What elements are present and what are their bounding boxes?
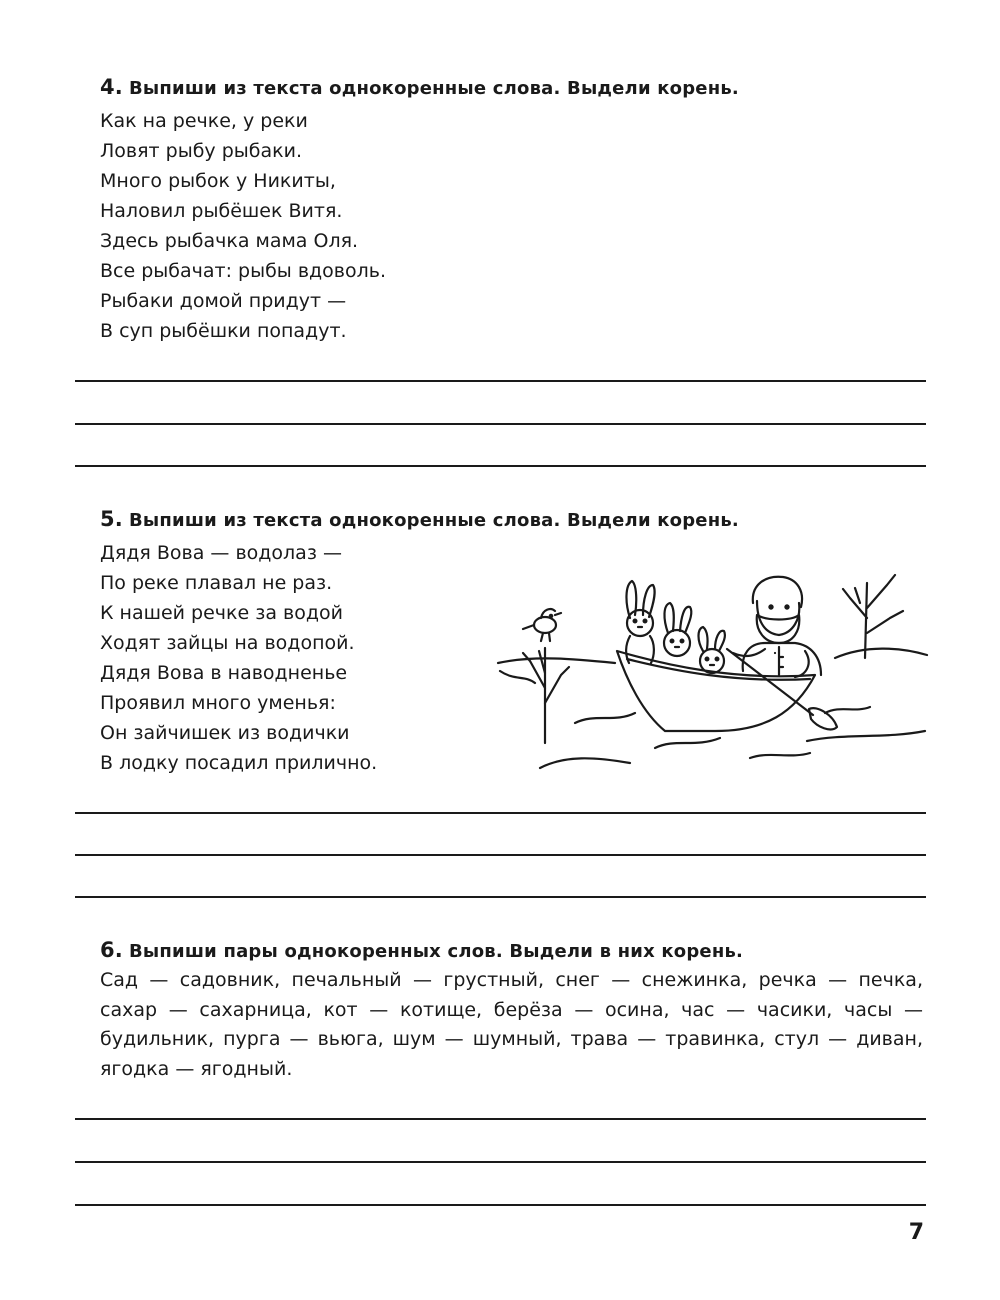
answer-line[interactable] — [75, 1161, 926, 1163]
poem-line: Много рыбок у Никиты, — [100, 170, 336, 192]
answer-line[interactable] — [75, 423, 926, 425]
beard — [757, 615, 800, 643]
bird — [534, 617, 556, 633]
hair — [753, 577, 802, 607]
page-number: 7 — [908, 1220, 924, 1245]
poem-line: Здесь рыбачка мама Оля. — [100, 230, 359, 252]
task-5-poem — [100, 538, 377, 778]
ground-line — [540, 758, 630, 768]
answer-line[interactable] — [75, 896, 926, 898]
task-6-instruction: Выпиши пары однокоренных слов. Выдели в них корень. — [129, 941, 744, 962]
poem-line: Дядя Вова в наводненье — [100, 662, 348, 684]
right-ground-line — [807, 731, 925, 741]
riverbank-line — [498, 658, 615, 663]
poem-line: Он зайчишек из водички — [100, 722, 350, 744]
poem-line: Ходят зайцы на водопой. — [100, 632, 355, 654]
bunny-3 — [699, 627, 725, 673]
answer-line[interactable] — [75, 854, 926, 856]
task-6-number: 6. — [100, 938, 123, 962]
boat-illustration-icon — [495, 563, 930, 773]
poem-line: В лодку посадил прилично. — [100, 752, 378, 774]
task-5-title — [100, 507, 739, 531]
task-4-instruction: Выпиши из текста однокоренные слова. Выдели корень. — [129, 78, 739, 99]
answer-line[interactable] — [75, 380, 926, 382]
poem-line: Как на речке, у реки — [100, 110, 308, 132]
task-4-number: 4. — [100, 75, 123, 99]
task-6-title — [100, 938, 743, 962]
task-4-title — [100, 75, 739, 99]
oar-blade — [809, 708, 837, 729]
poem-line: Наловил рыбёшек Витя. — [100, 200, 343, 222]
poem-line: В суп рыбёшки попадут. — [100, 320, 347, 342]
bunny-1 — [626, 581, 655, 663]
poem-line: Ловят рыбу рыбаки. — [100, 140, 302, 162]
poem-line: Все рыбачат: рыбы вдоволь. — [100, 260, 386, 282]
bearded-man — [733, 577, 821, 677]
task-4-poem — [100, 106, 386, 346]
answer-line[interactable] — [75, 812, 926, 814]
poem-line: Дядя Вова — водолаз — — [100, 542, 342, 564]
bunny-2 — [664, 603, 691, 656]
right-tree-trunk — [865, 583, 867, 658]
task-5-number: 5. — [100, 507, 123, 531]
answer-line[interactable] — [75, 1204, 926, 1206]
poem-line: Проявил много уменья: — [100, 692, 336, 714]
answer-line[interactable] — [75, 465, 926, 467]
poem-line: К нашей речке за водой — [100, 602, 343, 624]
task-6-word-pairs: Сад — садовник, печальный — грустный, снег — снежинка, речка — печка, сахар — сахарница, кот — котище, берёза — осина, час — часики, часы — будильник, пурга — вьюга, шум — шумный, трава — травинка, стул — диван, ягодка — ягодный. — [100, 969, 923, 1080]
oar — [727, 649, 813, 715]
task-5-instruction: Выпиши из текста однокоренные слова. Выдели корень. — [129, 510, 739, 531]
poem-line: По реке плавал не раз. — [100, 572, 333, 594]
right-bank-line — [835, 649, 927, 658]
poem-line: Рыбаки домой придут — — [100, 290, 347, 312]
answer-line[interactable] — [75, 1118, 926, 1120]
